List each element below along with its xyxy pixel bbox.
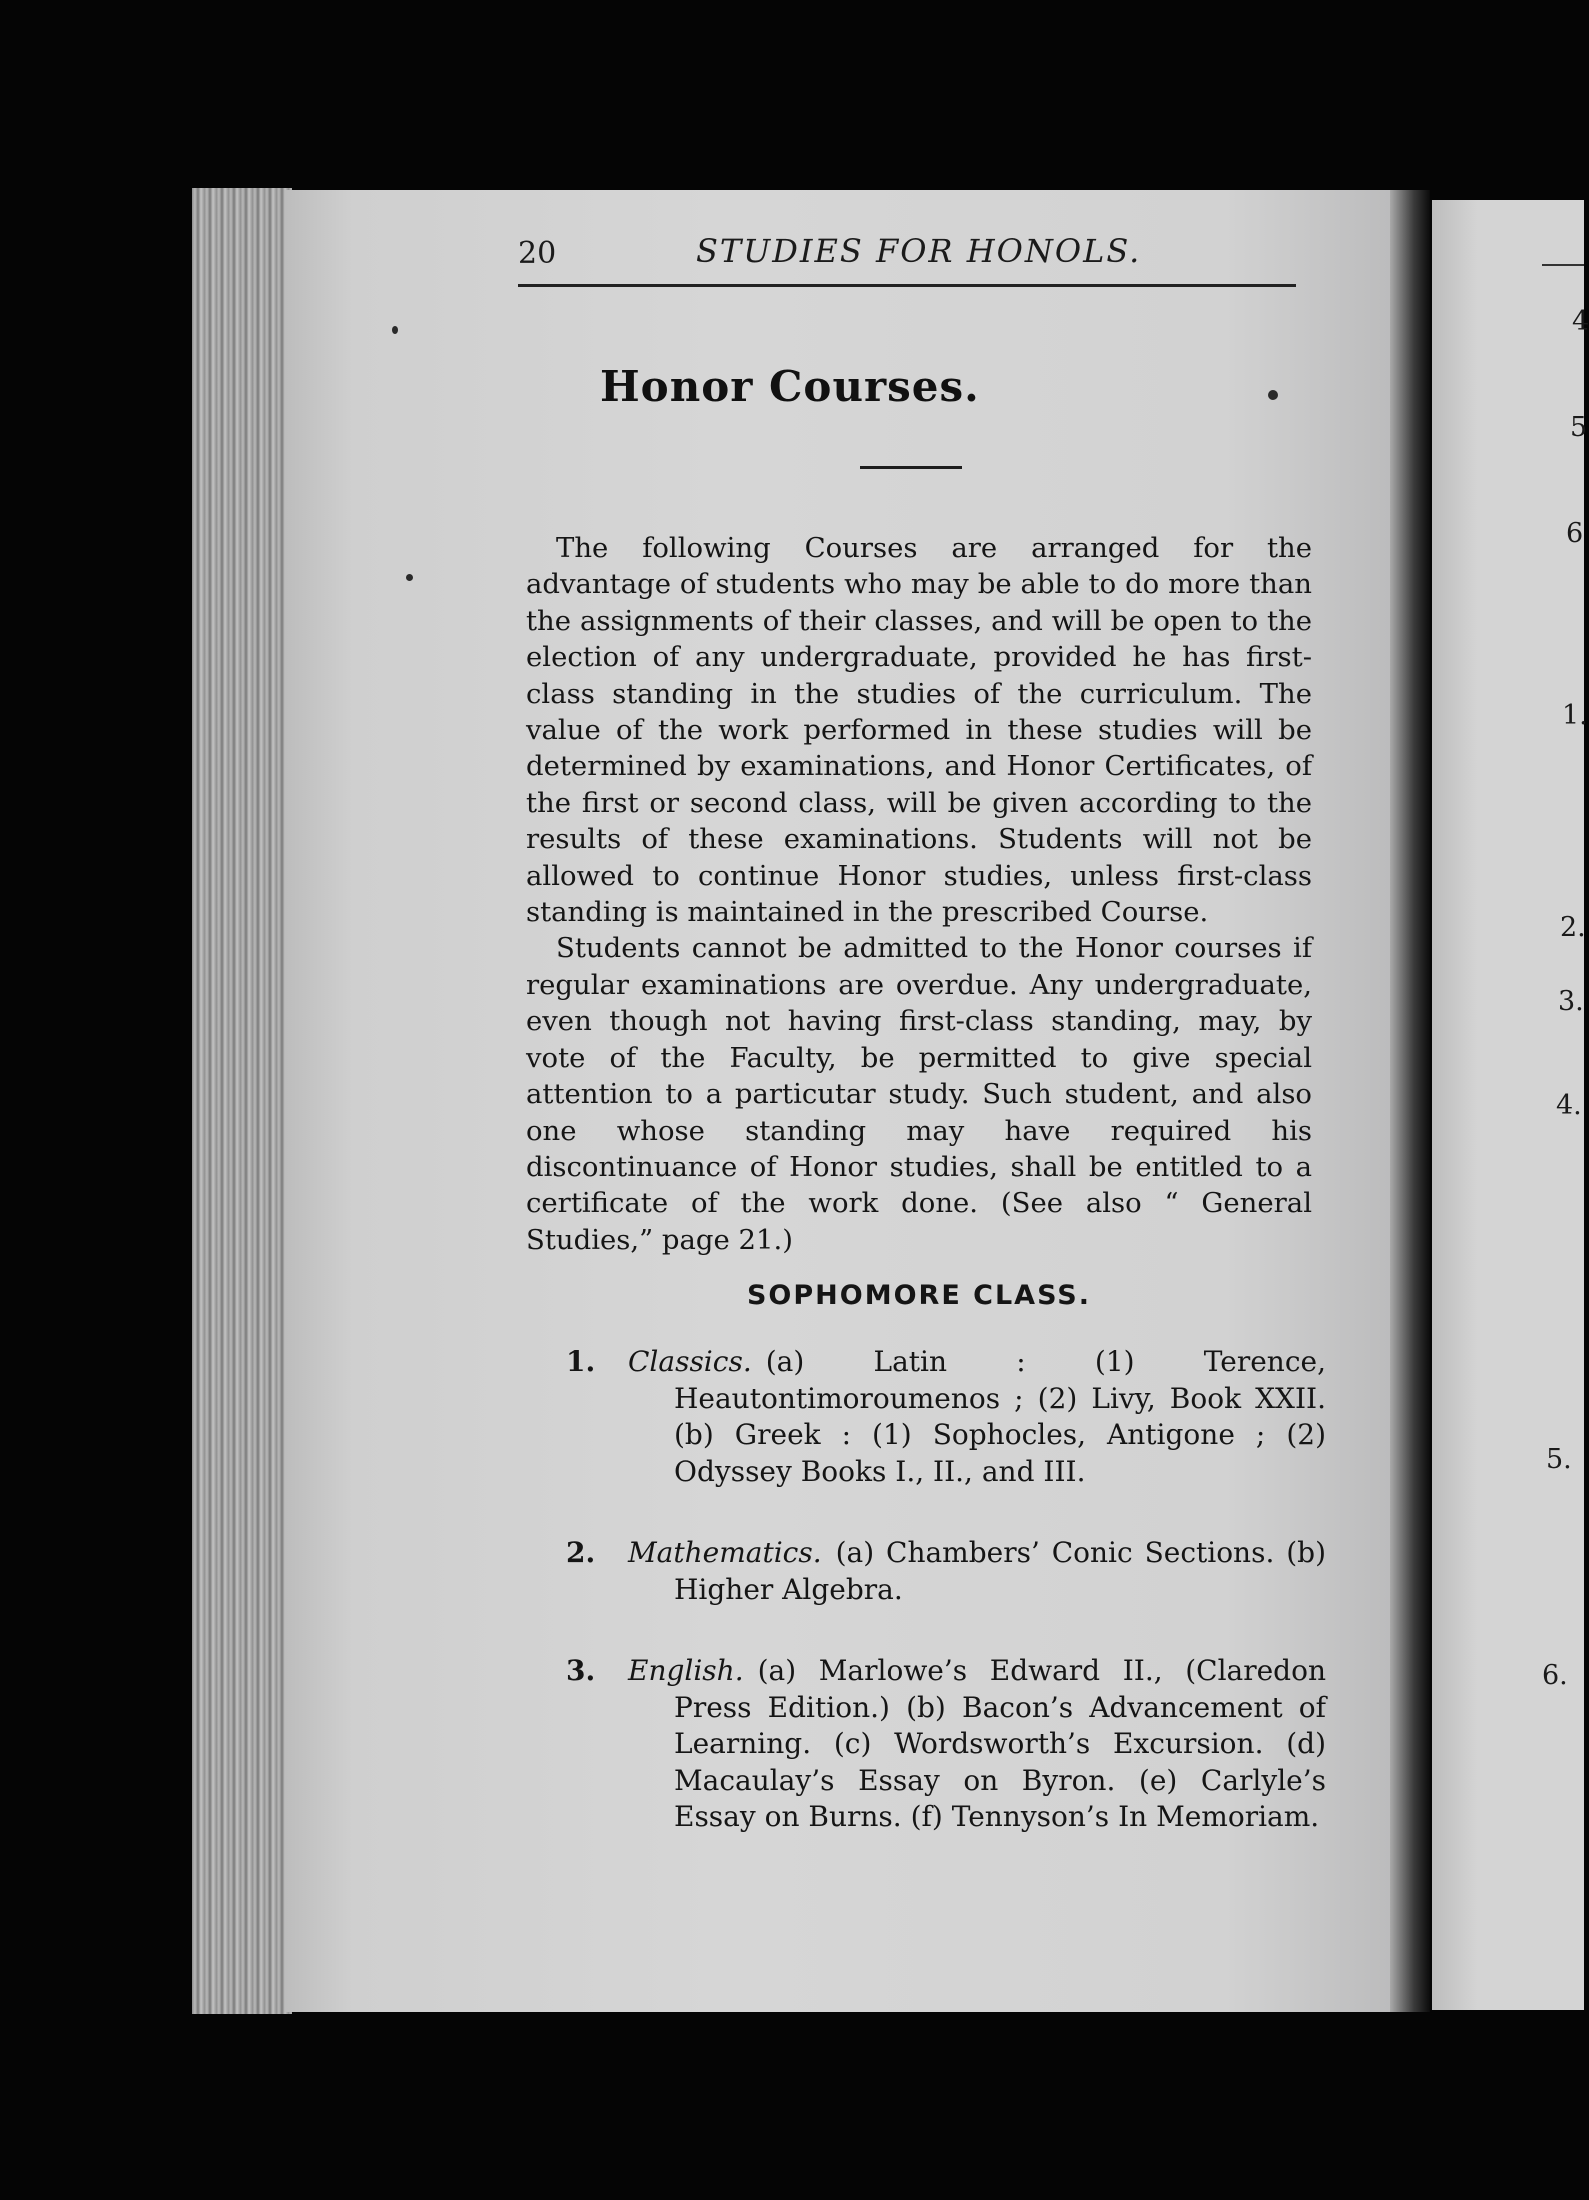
list-item — [566, 1535, 1326, 1608]
title-rule — [860, 466, 962, 469]
page-title: Honor Courses. — [600, 362, 980, 411]
course-subject: English. — [628, 1654, 744, 1687]
intro-text — [526, 530, 1312, 1258]
facing-margin-number: 4. — [1556, 1090, 1582, 1121]
facing-margin-number: 1. — [1562, 700, 1588, 731]
ink-speck — [406, 574, 413, 581]
facing-margin-number: 6 — [1566, 518, 1584, 549]
course-subject: Classics. — [628, 1345, 752, 1378]
page-edges — [192, 188, 292, 2014]
course-description: (a) Marlowe’s Edward II., (Claredon Press Edition.) (b) Bacon’s Advancement of Learning. (c) Wordsworth’s Excursion. (d) Macaulay’s Essay on Byron. (e) Carlyle’s Essay on Burns. (f) Tennyson’s In Memoriam. — [674, 1654, 1326, 1833]
ink-speck — [1268, 390, 1278, 400]
course-number: 1. — [566, 1345, 596, 1378]
list-item — [566, 1344, 1326, 1490]
paragraph: Students cannot be admitted to the Honor courses if regular examinations are overdue. Any undergraduate, even though not having first-class standing, may, by vote of the Faculty, be permitted to give special attention to a particutar study. Such student, and also one whose standing may have required his discontinuance of Honor studies, shall be entitled to a certificate of the work done. (See also “ General Studies,” page 21.) — [526, 932, 1312, 1256]
ink-speck — [392, 326, 398, 334]
section-heading: SOPHOMORE CLASS. — [746, 1280, 1092, 1311]
paragraph: The following Courses are arranged for the advantage of students who may be able to do more than the assignments of their classes, and will be open to the election of any undergraduate, provided he has first-class standing in the studies of the curriculum. The value of the work performed in these studies will be determined by examinations, and Honor Certificates, of the first or second class, will be given according to the results of these examinations. Students will not be allowed to continue Honor studies, unless first-class standing is maintained in the prescribed Course. — [526, 532, 1312, 929]
course-list — [566, 1344, 1326, 1881]
facing-margin-number: 5. — [1546, 1444, 1572, 1475]
course-number: 3. — [566, 1654, 596, 1687]
course-subject: Mathematics. — [628, 1536, 822, 1569]
facing-margin-number: 6. — [1542, 1660, 1568, 1691]
facing-margin-number: 4 — [1572, 306, 1589, 337]
page-number: 20 — [518, 236, 557, 271]
course-description: (a) Latin : (1) Terence, Heautontimoroumenos ; (2) Livy, Book XXII. (b) Greek : (1) Sophocles, Antigone ; (2) Odyssey Books I., II., and III. — [674, 1345, 1326, 1488]
facing-margin-number: 3. — [1558, 986, 1584, 1017]
list-item — [566, 1653, 1326, 1836]
book-gutter — [1390, 190, 1430, 2012]
facing-margin-number: 2. — [1560, 912, 1586, 943]
page-header — [518, 228, 1296, 287]
running-head: STUDIES FOR HONOLS. — [696, 232, 1142, 270]
course-number: 2. — [566, 1536, 596, 1569]
facing-page-rule — [1542, 264, 1584, 266]
course-description: (a) Chambers’ Conic Sections. (b) Higher Algebra. — [674, 1536, 1326, 1606]
facing-margin-number: 5 — [1570, 412, 1588, 443]
